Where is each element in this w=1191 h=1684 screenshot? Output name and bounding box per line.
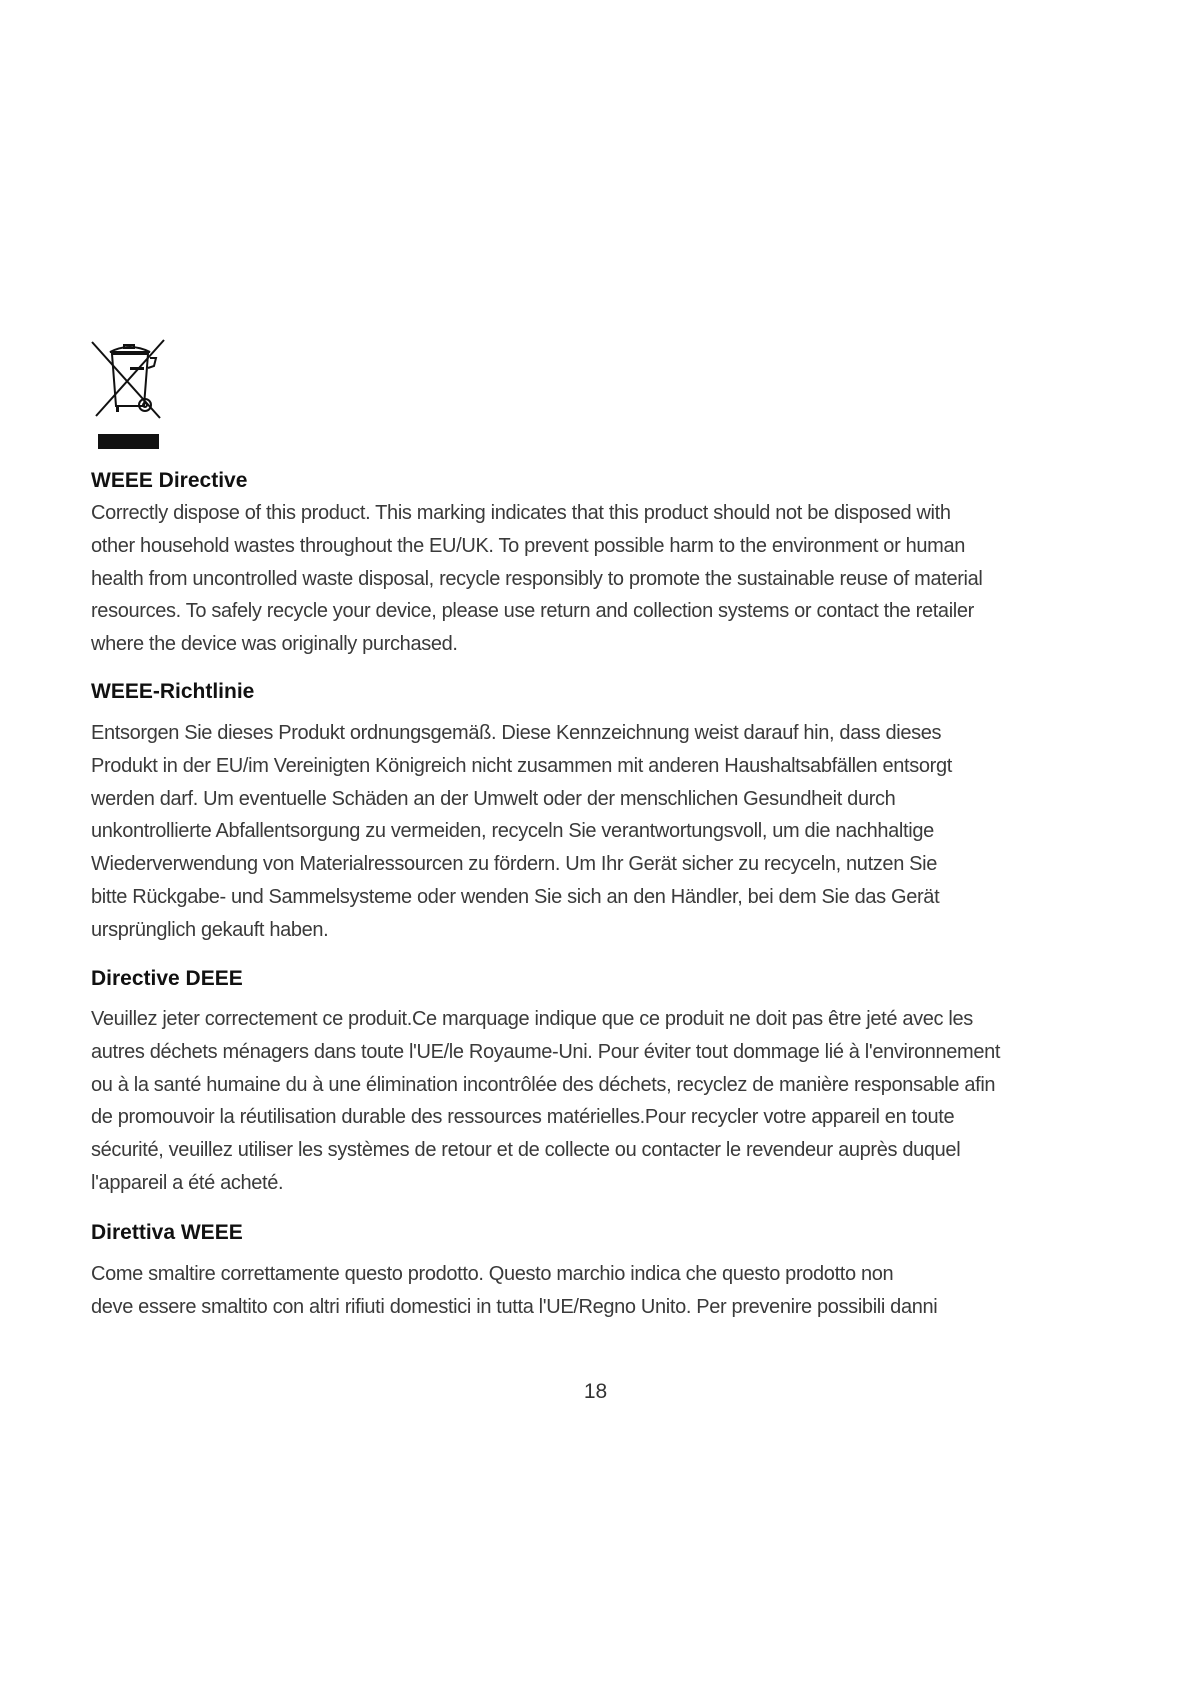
text-line: bitte Rückgabe- und Sammelsysteme oder wenden Sie sich an den Händler, bei dem Sie das Gerät: [91, 885, 940, 908]
text-line: Correctly dispose of this product. This marking indicates that this product should not be disposed with: [91, 502, 951, 524]
text-line: resources. To safely recycle your device, please use return and collection systems or contact the retailer: [91, 600, 974, 623]
page-number: 18: [583, 1380, 608, 1403]
weee-bar-mark: [98, 434, 159, 449]
text-line: deve essere smaltito con altri rifiuti domestici in tutta l'UE/Regno Unito. Per prevenire possibili danni: [91, 1295, 938, 1318]
crossed-out-wheelie-bin-icon: [88, 338, 170, 422]
text-line: Produkt in der EU/im Vereinigten Königreich nicht zusammen mit anderen Haushaltsabfällen entsorgt: [91, 754, 952, 777]
text-line: autres déchets ménagers dans toute l'UE/le Royaume-Uni. Pour éviter tout dommage lié à l'environnement: [91, 1040, 1001, 1063]
text-line: other household wastes throughout the EU/UK. To prevent possible harm to the environment or human: [91, 534, 965, 557]
section-heading-en: WEEE Directive: [91, 469, 248, 492]
section-body-en: [91, 497, 983, 661]
text-line: unkontrollierte Abfallentsorgung zu vermeiden, recyceln Sie verantwortungsvoll, um die nachhaltige: [91, 820, 934, 843]
text-line: werden darf. Um eventuelle Schäden an der Umwelt oder der menschlichen Gesundheit durch: [91, 787, 896, 810]
section-heading-it: Direttiva WEEE: [91, 1221, 243, 1244]
section-body-it: [91, 1258, 937, 1324]
section-body-fr: [91, 1003, 1000, 1200]
text-line: Veuillez jeter correctement ce produit.Ce marquage indique que ce produit ne doit pas être jeté avec les: [91, 1008, 973, 1030]
text-line: where the device was originally purchased.: [91, 633, 458, 656]
section-body-de: [91, 717, 952, 947]
text-line: Entsorgen Sie dieses Produkt ordnungsgemäß. Diese Kennzeichnung weist darauf hin, dass dieses: [91, 722, 942, 744]
section-heading-fr: Directive DEEE: [91, 967, 243, 990]
text-line: l'appareil a été acheté.: [91, 1171, 284, 1194]
text-line: ursprünglich gekauft haben.: [91, 918, 329, 941]
text-line: ou à la santé humaine du à une élimination incontrôlée des déchets, recyclez de manière responsable afin: [91, 1073, 996, 1096]
text-line: Come smaltire correttamente questo prodotto. Questo marchio indica che questo prodotto non: [91, 1263, 894, 1285]
text-line: Wiederverwendung von Materialressourcen zu fördern. Um Ihr Gerät sicher zu recyceln, nutzen Sie: [91, 853, 938, 876]
text-line: de promouvoir la réutilisation durable des ressources matérielles.Pour recycler votre appareil en toute: [91, 1106, 955, 1129]
text-line: sécurité, veuillez utiliser les systèmes de retour et de collecte ou contacter le revendeur auprès duquel: [91, 1139, 961, 1162]
text-line: health from uncontrolled waste disposal, recycle responsibly to promote the sustainable reuse of material: [91, 567, 983, 590]
section-heading-de: WEEE-Richtlinie: [91, 680, 255, 703]
